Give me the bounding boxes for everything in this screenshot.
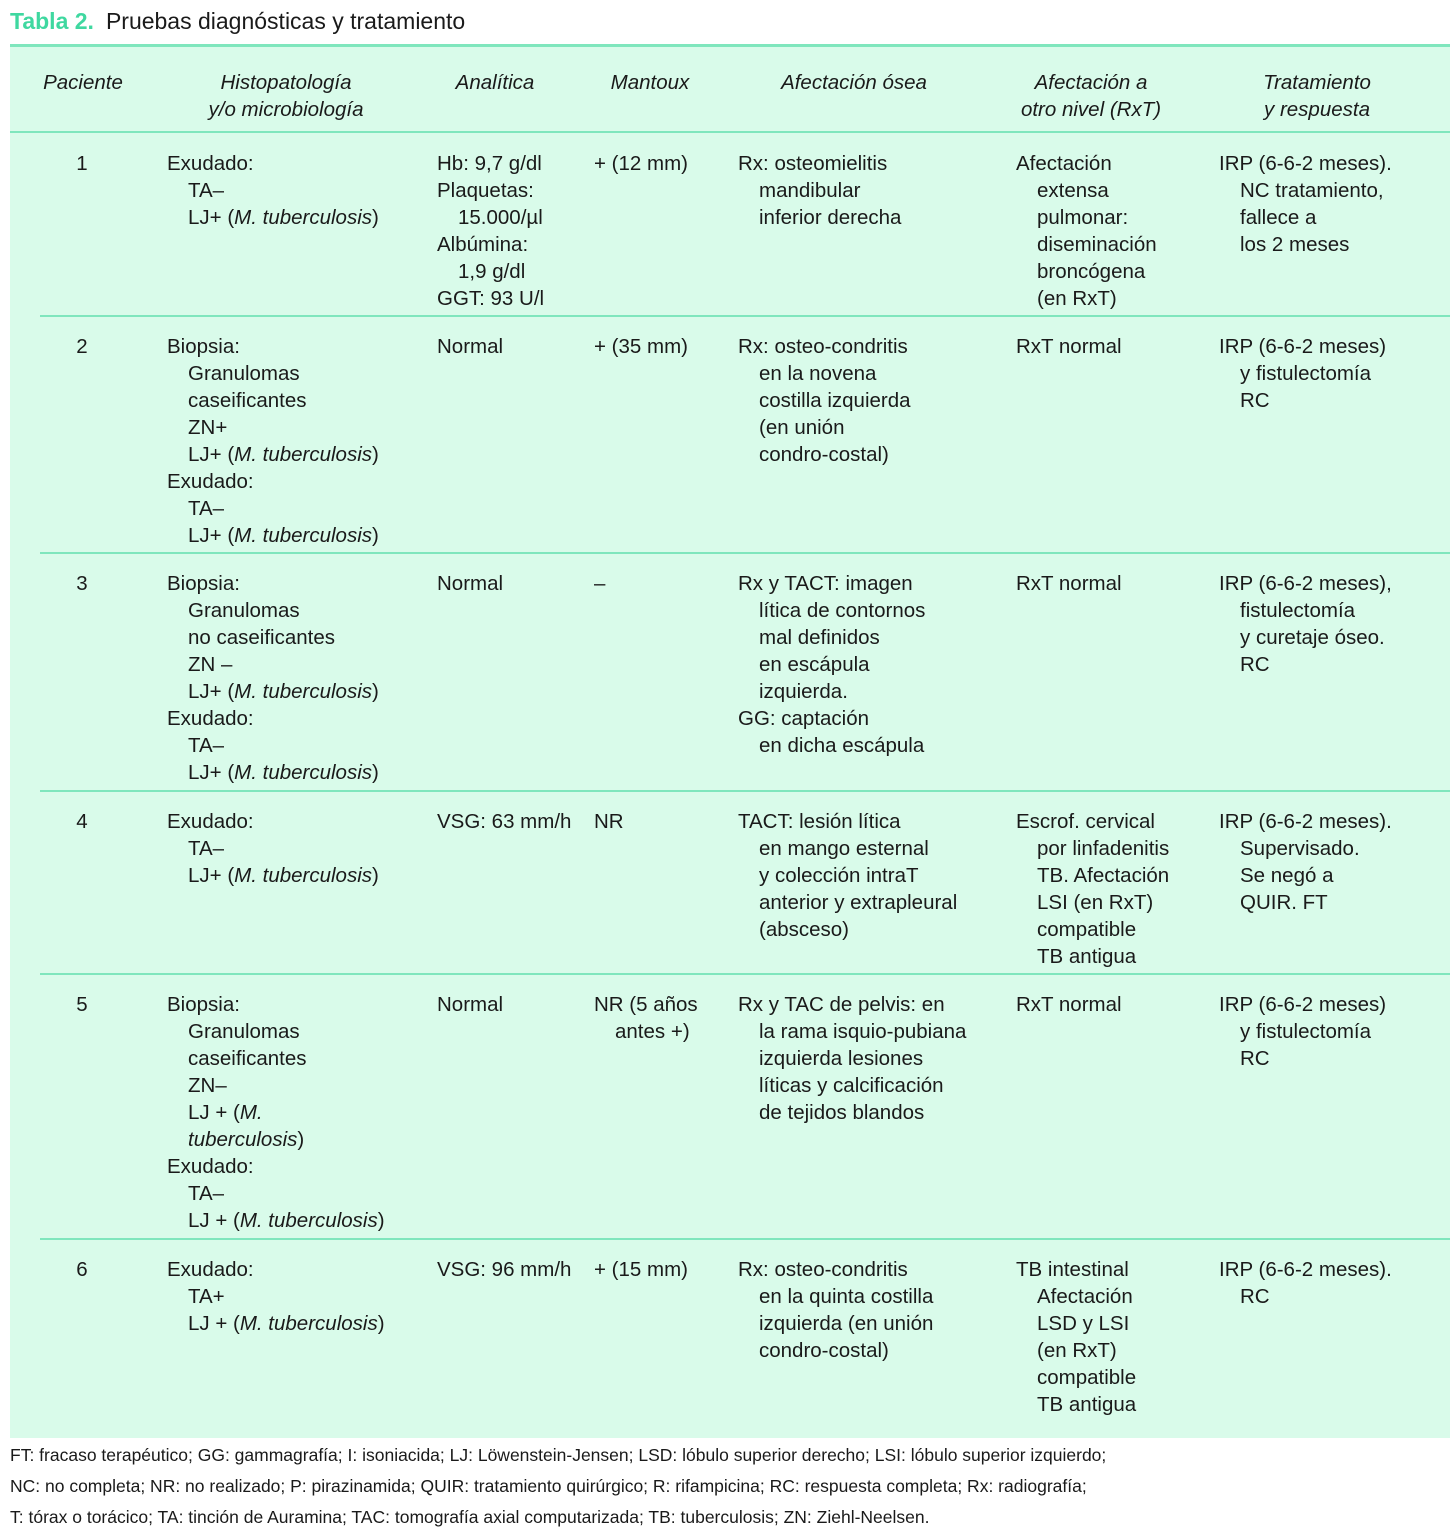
cell-line: de tejidos blandos	[759, 1101, 925, 1124]
cell-afectacion-otro	[1016, 991, 1122, 1018]
cell-line: Biopsia:	[167, 335, 240, 358]
cell-line: diseminación	[1037, 233, 1157, 256]
cell-line: ZN+	[188, 416, 228, 439]
cell-text: LJ+ (	[188, 443, 235, 466]
footnote-line: FT: fracaso terapéutico; GG: gammagrafía; I: isoniacida; LJ: Löwenstein-Jensen; LSD: lóbulo superior derecho; LSI: lóbulo superior izquierdo;	[10, 1445, 1107, 1465]
table-title	[10, 8, 465, 44]
cell-line: líticas y calcificación	[759, 1074, 944, 1097]
cell-line: Normal	[437, 335, 504, 358]
cell-line: + (12 mm)	[594, 152, 688, 175]
species-name: M. tuberculosis	[239, 1209, 378, 1232]
cell-line	[167, 1207, 385, 1234]
column-header-mantoux	[580, 69, 720, 96]
cell-text: LJ+ (	[188, 524, 235, 547]
cell-text: )	[372, 443, 379, 466]
cell-line: Exudado:	[167, 470, 254, 493]
cell-line: Albúmina:	[437, 233, 529, 256]
cell-text: LJ + (	[188, 1312, 240, 1335]
species-name: M. tuberculosis	[234, 443, 373, 466]
footnote-line: NC: no completa; NR: no realizado; P: pirazinamida; QUIR: tratamiento quirúrgico; R: rifampicina; RC: respuesta completa; Rx: radiografía;	[10, 1476, 1087, 1496]
cell-afectacion-osea	[738, 333, 911, 468]
cell-line: por linfadenitis	[1037, 837, 1170, 860]
patient-number: 1	[76, 152, 88, 175]
cell-text: )	[377, 1312, 385, 1335]
cell-line: compatible	[1037, 1366, 1137, 1389]
cell-text: LJ+ (	[188, 761, 235, 784]
cell-line: GGT: 93 U/l	[437, 287, 545, 310]
table-footnote	[10, 1440, 1446, 1533]
cell-line: TACT: lesión lítica	[738, 810, 901, 833]
cell-line: (en unión	[759, 416, 845, 439]
cell-text: )	[372, 864, 379, 887]
cell-line: IRP (6-6-2 meses)	[1219, 993, 1387, 1016]
cell-line: antes +)	[615, 1020, 690, 1043]
cell-line: mal definidos	[759, 626, 880, 649]
cell-afectacion-osea	[738, 991, 966, 1126]
cell-line: fallece a	[1240, 206, 1317, 229]
species-name: tuberculosis	[188, 1128, 298, 1151]
cell-line: en mango esternal	[759, 837, 929, 860]
cell-line: en la novena	[759, 362, 877, 385]
cell-text: LJ + (	[188, 1101, 240, 1124]
footnote-line: T: tórax o torácico; TA: tinción de Auramina; TAC: tomografía axial computarizada; TB: tuberculosis; ZN: Ziehl-Neelsen.	[10, 1507, 930, 1527]
species-name: M. tuberculosis	[234, 206, 373, 229]
cell-line: fistulectomía	[1240, 599, 1356, 622]
column-header-line: Afectación a	[1034, 71, 1148, 94]
cell-line: LSD y LSI	[1037, 1312, 1130, 1335]
cell-line: TA–	[188, 497, 225, 520]
cell-afectacion-osea	[738, 1256, 933, 1364]
cell-line: NR (5 años	[594, 993, 698, 1016]
column-header-line: otro nivel (RxT)	[1020, 98, 1162, 121]
cell-line: caseificantes	[188, 389, 307, 412]
cell-line: LSI (en RxT)	[1037, 891, 1154, 914]
cell-line	[167, 204, 379, 231]
species-name: M. tuberculosis	[234, 680, 373, 703]
cell-line	[167, 441, 379, 468]
cell-line: + (35 mm)	[594, 335, 688, 358]
cell-line: costilla izquierda	[759, 389, 911, 412]
cell-line: y fistulectomía	[1240, 1020, 1372, 1043]
species-name: M. tuberculosis	[234, 524, 373, 547]
cell-afectacion-otro	[1016, 150, 1157, 312]
cell-line: TA–	[188, 1182, 225, 1205]
cell-afectacion-otro	[1016, 808, 1169, 970]
species-name: M.	[239, 1101, 263, 1124]
cell-text: )	[377, 1209, 385, 1232]
cell-analitica	[437, 150, 544, 312]
cell-line: Rx: osteo-condritis	[738, 1258, 908, 1281]
column-header-line: Analítica	[455, 71, 535, 94]
cell-text: )	[372, 206, 379, 229]
cell-line: –	[594, 572, 606, 595]
cell-analitica	[437, 1256, 571, 1283]
cell-line: izquierda.	[759, 680, 848, 703]
cell-line: 1,9 g/dl	[458, 260, 526, 283]
patient-number: 6	[76, 1258, 88, 1281]
row-divider	[40, 973, 1450, 975]
cell-line: Afectación	[1016, 152, 1112, 175]
table-header	[10, 47, 1450, 133]
cell-line: ZN–	[188, 1074, 227, 1097]
cell-line	[167, 1310, 385, 1337]
cell-line: (en RxT)	[1037, 1339, 1117, 1362]
cell-line: Granulomas	[188, 362, 300, 385]
cell-histopatologia	[167, 991, 385, 1234]
cell-line: y colección intraT	[759, 864, 919, 887]
cell-line	[167, 1126, 385, 1153]
cell-line: RxT normal	[1016, 335, 1122, 358]
cell-line: la rama isquio-pubiana	[759, 1020, 967, 1043]
cell-line: y fistulectomía	[1240, 362, 1372, 385]
cell-line: TA+	[188, 1285, 225, 1308]
cell-text: LJ+ (	[188, 680, 235, 703]
cell-line: Granulomas	[188, 1020, 300, 1043]
cell-line: extensa	[1037, 179, 1109, 202]
cell-line: en escápula	[759, 653, 870, 676]
cell-tratamiento	[1219, 808, 1392, 916]
cell-histopatologia	[167, 1256, 385, 1337]
cell-line: Se negó a	[1240, 864, 1334, 887]
cell-line	[167, 678, 379, 705]
cell-afectacion-osea	[738, 808, 957, 943]
cell-line: TB intestinal	[1016, 1258, 1129, 1281]
species-name: M. tuberculosis	[234, 761, 373, 784]
cell-line: condro-costal)	[759, 443, 889, 466]
cell-line: condro-costal)	[759, 1339, 889, 1362]
row-divider	[40, 552, 1450, 554]
cell-afectacion-osea	[738, 570, 925, 759]
column-header-line: Mantoux	[610, 71, 690, 94]
column-header-analitica	[415, 69, 575, 96]
cell-line: Exudado:	[167, 810, 254, 833]
cell-line: caseificantes	[188, 1047, 307, 1070]
cell-afectacion-otro	[1016, 570, 1122, 597]
patient-number: 3	[76, 572, 88, 595]
column-header-paciente	[13, 69, 153, 96]
cell-line: Rx y TACT: imagen	[738, 572, 913, 595]
cell-line: Escrof. cervical	[1016, 810, 1155, 833]
cell-afectacion-otro	[1016, 1256, 1136, 1418]
cell-line: Exudado:	[167, 707, 254, 730]
cell-line: Plaquetas:	[437, 179, 534, 202]
cell-line: IRP (6-6-2 meses).	[1219, 810, 1392, 833]
cell-line: NC tratamiento,	[1240, 179, 1384, 202]
cell-mantoux	[594, 991, 698, 1045]
cell-tratamiento	[1219, 150, 1392, 258]
cell-text: )	[372, 761, 379, 784]
patient-number: 4	[76, 810, 88, 833]
row-divider	[40, 1238, 1450, 1240]
cell-line	[167, 522, 379, 549]
cell-afectacion-otro	[1016, 333, 1122, 360]
cell-line: (absceso)	[759, 918, 850, 941]
cell-line	[167, 862, 379, 889]
cell-line: izquierda lesiones	[759, 1047, 924, 1070]
cell-line: Normal	[437, 993, 504, 1016]
cell-line	[167, 1099, 385, 1126]
cell-line: GG: captación	[738, 707, 870, 730]
cell-line: RC	[1240, 1047, 1270, 1070]
cell-line: Hb: 9,7 g/dl	[437, 152, 542, 175]
cell-line: Biopsia:	[167, 993, 240, 1016]
cell-mantoux	[594, 1256, 688, 1283]
cell-histopatologia	[167, 570, 379, 786]
cell-line: mandibular	[759, 179, 861, 202]
cell-line: IRP (6-6-2 meses),	[1219, 572, 1392, 595]
cell-mantoux	[594, 333, 688, 360]
cell-mantoux	[594, 150, 688, 177]
column-header-osea	[724, 69, 984, 96]
column-header-line: Afectación ósea	[781, 71, 927, 94]
cell-line: en la quinta costilla	[759, 1285, 934, 1308]
cell-line: TB antigua	[1037, 945, 1137, 968]
column-header-line: Histopatología	[220, 71, 352, 94]
row-divider	[40, 790, 1450, 792]
cell-line: RxT normal	[1016, 572, 1122, 595]
column-header-tratamiento	[1207, 69, 1427, 123]
cell-line: + (15 mm)	[594, 1258, 688, 1281]
cell-line: inferior derecha	[759, 206, 902, 229]
cell-line: NR	[594, 810, 624, 833]
cell-line: RxT normal	[1016, 993, 1122, 1016]
cell-tratamiento	[1219, 333, 1386, 414]
cell-line: IRP (6-6-2 meses).	[1219, 1258, 1392, 1281]
cell-text: )	[372, 680, 379, 703]
cell-text: )	[372, 524, 379, 547]
cell-line: TA–	[188, 734, 225, 757]
species-name: M. tuberculosis	[234, 864, 373, 887]
cell-analitica	[437, 333, 503, 360]
cell-line: 15.000/µl	[458, 206, 543, 229]
cell-line: no caseificantes	[188, 626, 336, 649]
column-header-line: Paciente	[43, 71, 123, 94]
column-header-line: y/o microbiología	[208, 98, 364, 121]
cell-tratamiento	[1219, 991, 1386, 1072]
table-caption: Pruebas diagnósticas y tratamiento	[105, 8, 466, 34]
cell-analitica	[437, 991, 503, 1018]
patient-number: 2	[76, 335, 88, 358]
cell-afectacion-osea	[738, 150, 901, 231]
cell-line: lítica de contornos	[759, 599, 926, 622]
cell-line: Supervisado.	[1240, 837, 1360, 860]
cell-line: Rx: osteomielitis	[738, 152, 888, 175]
cell-line: y curetaje óseo.	[1240, 626, 1385, 649]
cell-histopatologia	[167, 808, 379, 889]
patient-number: 5	[76, 993, 88, 1016]
cell-histopatologia	[167, 333, 379, 549]
cell-analitica	[437, 808, 571, 835]
cell-line: Exudado:	[167, 1258, 254, 1281]
cell-line: IRP (6-6-2 meses).	[1219, 152, 1392, 175]
cell-line: RC	[1240, 653, 1270, 676]
cell-line: compatible	[1037, 918, 1137, 941]
cell-line: TA–	[188, 179, 225, 202]
cell-line: RC	[1240, 389, 1270, 412]
cell-line: Exudado:	[167, 1155, 254, 1178]
cell-tratamiento	[1219, 1256, 1392, 1310]
cell-line: TA–	[188, 837, 225, 860]
table-number: Tabla 2.	[10, 8, 94, 34]
cell-line	[167, 759, 379, 786]
cell-line: pulmonar:	[1037, 206, 1129, 229]
cell-line: Rx y TAC de pelvis: en	[738, 993, 945, 1016]
cell-text: )	[297, 1128, 305, 1151]
cell-line: VSG: 96 mm/h	[437, 1258, 572, 1281]
cell-line: anterior y extrapleural	[759, 891, 958, 914]
cell-line: en dicha escápula	[759, 734, 925, 757]
row-divider	[40, 315, 1450, 317]
cell-line: Exudado:	[167, 152, 254, 175]
species-name: M. tuberculosis	[239, 1312, 378, 1335]
cell-line: IRP (6-6-2 meses)	[1219, 335, 1387, 358]
column-header-line: y respuesta	[1264, 98, 1370, 121]
cell-mantoux	[594, 570, 605, 597]
cell-line: TB antigua	[1037, 1393, 1137, 1416]
column-header-otro	[991, 69, 1191, 123]
cell-line: los 2 meses	[1240, 233, 1350, 256]
cell-line: Afectación	[1037, 1285, 1133, 1308]
cell-line: Normal	[437, 572, 504, 595]
cell-text: LJ+ (	[188, 864, 235, 887]
cell-line: izquierda (en unión	[759, 1312, 934, 1335]
cell-line: ZN –	[188, 653, 233, 676]
cell-line: Rx: osteo-condritis	[738, 335, 908, 358]
column-header-line: Tratamiento	[1263, 71, 1371, 94]
cell-text: LJ+ (	[188, 206, 235, 229]
cell-line: TB. Afectación	[1037, 864, 1170, 887]
cell-line: VSG: 63 mm/h	[437, 810, 572, 833]
cell-line: broncógena	[1037, 260, 1146, 283]
cell-text: LJ + (	[188, 1209, 240, 1232]
cell-tratamiento	[1219, 570, 1392, 678]
cell-line: QUIR. FT	[1240, 891, 1328, 914]
cell-histopatologia	[167, 150, 379, 231]
cell-line: RC	[1240, 1285, 1270, 1308]
cell-line: Granulomas	[188, 599, 300, 622]
results-table	[10, 44, 1450, 1438]
cell-analitica	[437, 570, 503, 597]
cell-line: (en RxT)	[1037, 287, 1117, 310]
cell-line: Biopsia:	[167, 572, 240, 595]
cell-mantoux	[594, 808, 624, 835]
column-header-histo	[156, 69, 416, 123]
